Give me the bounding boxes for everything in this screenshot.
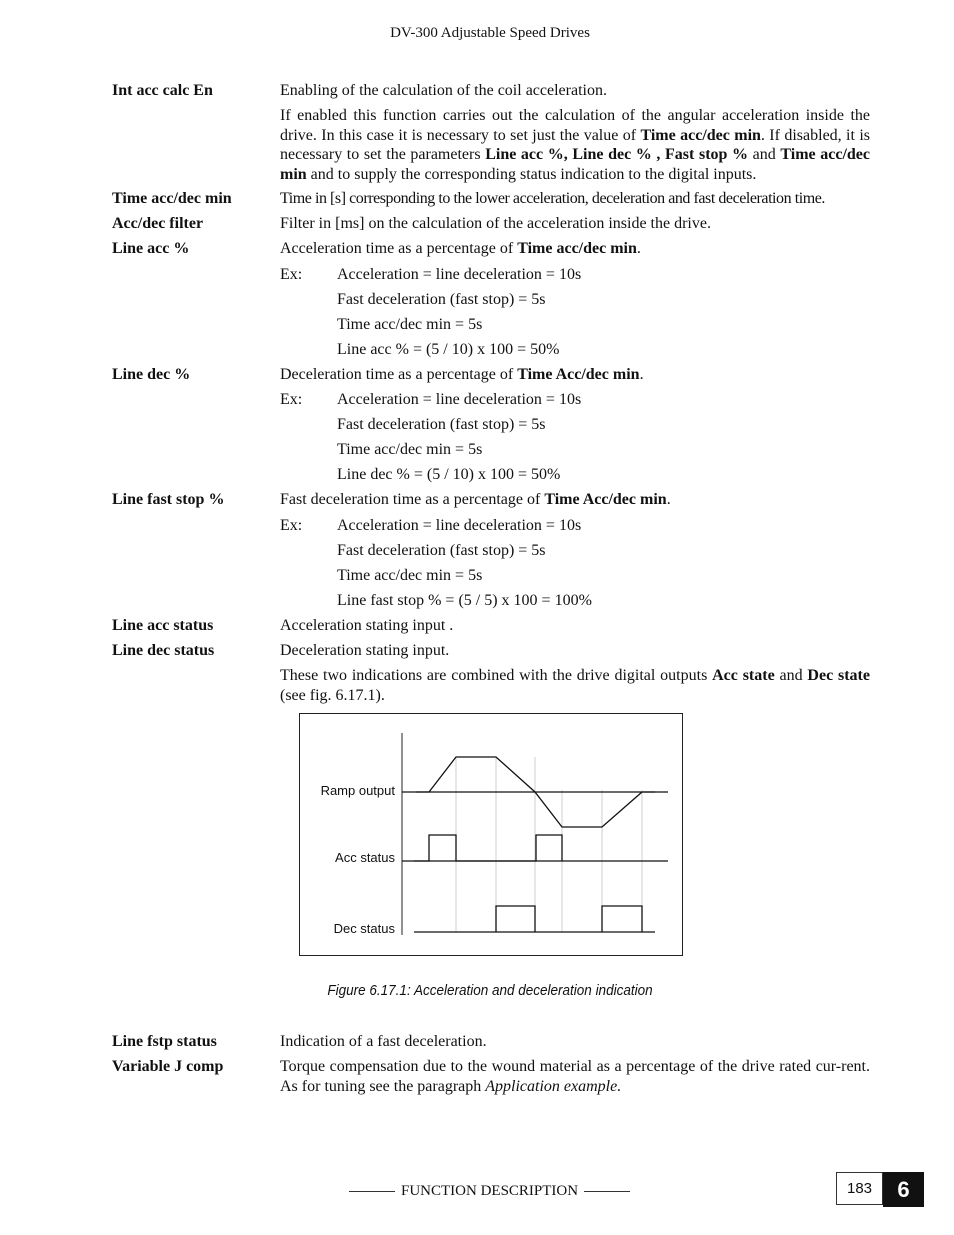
text: and [774,667,808,684]
text: . [666,491,671,508]
text: and to supply the corresponding status indication to the digital inputs. [306,165,757,183]
figure-frame [300,714,683,956]
bold-text: Time acc/dec min [640,126,761,144]
text: Deceleration time as a percentage of [280,366,518,383]
example-line: Time acc/dec min = 5s [337,567,483,584]
text: Fast deceleration time as a percentage of [280,491,545,508]
term-acc-dec-filter: Acc/dec filter [112,215,204,232]
example-line: Line acc % = (5 / 10) x 100 = 50% [337,341,560,358]
desc-line-fstp-status: Indication of a fast deceleration. [280,1033,487,1050]
example-label: Ex: [280,266,303,283]
desc-acc-dec-filter: Filter in [ms] on the calculation of the acceleration inside the drive. [280,215,711,232]
bold-text: Dec state [807,667,870,684]
term-line-fstp-status: Line fstp status [112,1033,217,1050]
example-line: Line dec % = (5 / 10) x 100 = 50% [337,466,561,483]
chapter-tab: 6 [883,1172,924,1207]
ramp-output-label: Ramp output [320,783,395,798]
term-int-acc-calc-en: Int acc calc En [112,82,213,99]
text: . [639,366,644,383]
term-line-dec-status: Line dec status [112,642,215,659]
example-label: Ex: [280,517,303,534]
footer-section [343,1183,636,1200]
text: and [748,146,781,163]
acc-status-label: Acc status [335,850,395,865]
example-line: Line fast stop % = (5 / 5) x 100 = 100% [337,592,592,609]
page-number: 183 [836,1172,883,1205]
bold-text: Line acc %, Line dec % , Fast stop % [485,146,749,163]
bold-text: Time Acc/dec min [544,491,667,508]
dec-status-pulse [602,906,642,932]
text: . [636,240,641,257]
text: (see fig. 6.17.1). [280,686,385,704]
desc-line-acc-status: Acceleration stating input . [280,617,454,634]
footer-rule [584,1191,630,1192]
example-line: Time acc/dec min = 5s [337,316,483,333]
term-line-acc-status: Line acc status [112,617,214,634]
example-line: Acceleration = line deceleration = 10s [337,517,582,534]
dec-status-pulse [496,906,535,932]
example-line: Acceleration = line deceleration = 10s [337,391,582,408]
term-line-fast-stop: Line fast stop % [112,491,225,508]
example-label: Ex: [280,391,303,408]
desc-time-acc-dec-min: Time in [s] corresponding to the lower acceleration, deceleration and fast deceleration time. [280,190,825,207]
term-variable-j-comp: Variable J comp [112,1058,224,1075]
dec-status-label: Dec status [333,921,395,936]
term-line-dec: Line dec % [112,366,191,383]
acc-status-waveform [414,835,562,861]
footer-section-title: FUNCTION DESCRIPTION [401,1183,579,1199]
example-line: Acceleration = line deceleration = 10s [337,266,582,283]
term-line-acc: Line acc % [112,240,190,257]
desc-int-acc-summary: Enabling of the calculation of the coil acceleration. [280,82,607,99]
example-line: Time acc/dec min = 5s [337,441,483,458]
bold-text: Time Acc/dec min [517,366,640,383]
desc-variable-j-comp [280,1057,870,1096]
figure-caption: Figure 6.17.1: Acceleration and deceleration indication [327,982,653,999]
text: These two indications are combined with the drive digital outputs [280,667,713,684]
footer-rule [349,1191,395,1192]
text: If enabled this function carries out the calculation of the angular acceleration inside the drive. In this case it is necessary to set just the value of [280,107,870,144]
bold-text: Time acc/dec min [517,240,637,257]
text: . If disabled, it is necessary to set the parameters [280,126,870,163]
example-line: Fast deceleration (fast stop) = 5s [337,542,546,559]
example-line: Fast deceleration (fast stop) = 5s [337,416,546,433]
term-time-acc-dec-min: Time acc/dec min [112,190,232,207]
text: Torque compensation due to the wound material as a percentage of the drive rated cur-rent. As for tuning see the paragraph [280,1058,870,1095]
text: Acceleration time as a percentage of [280,240,518,257]
desc-line-dec-status: Deceleration stating input. [280,642,450,659]
bold-text: Acc state [712,667,775,684]
italic-text: Application example. [485,1077,622,1095]
page-header: DV-300 Adjustable Speed Drives [390,25,590,41]
example-line: Fast deceleration (fast stop) = 5s [337,291,546,308]
bold-text: Time acc/dec min [280,146,870,183]
